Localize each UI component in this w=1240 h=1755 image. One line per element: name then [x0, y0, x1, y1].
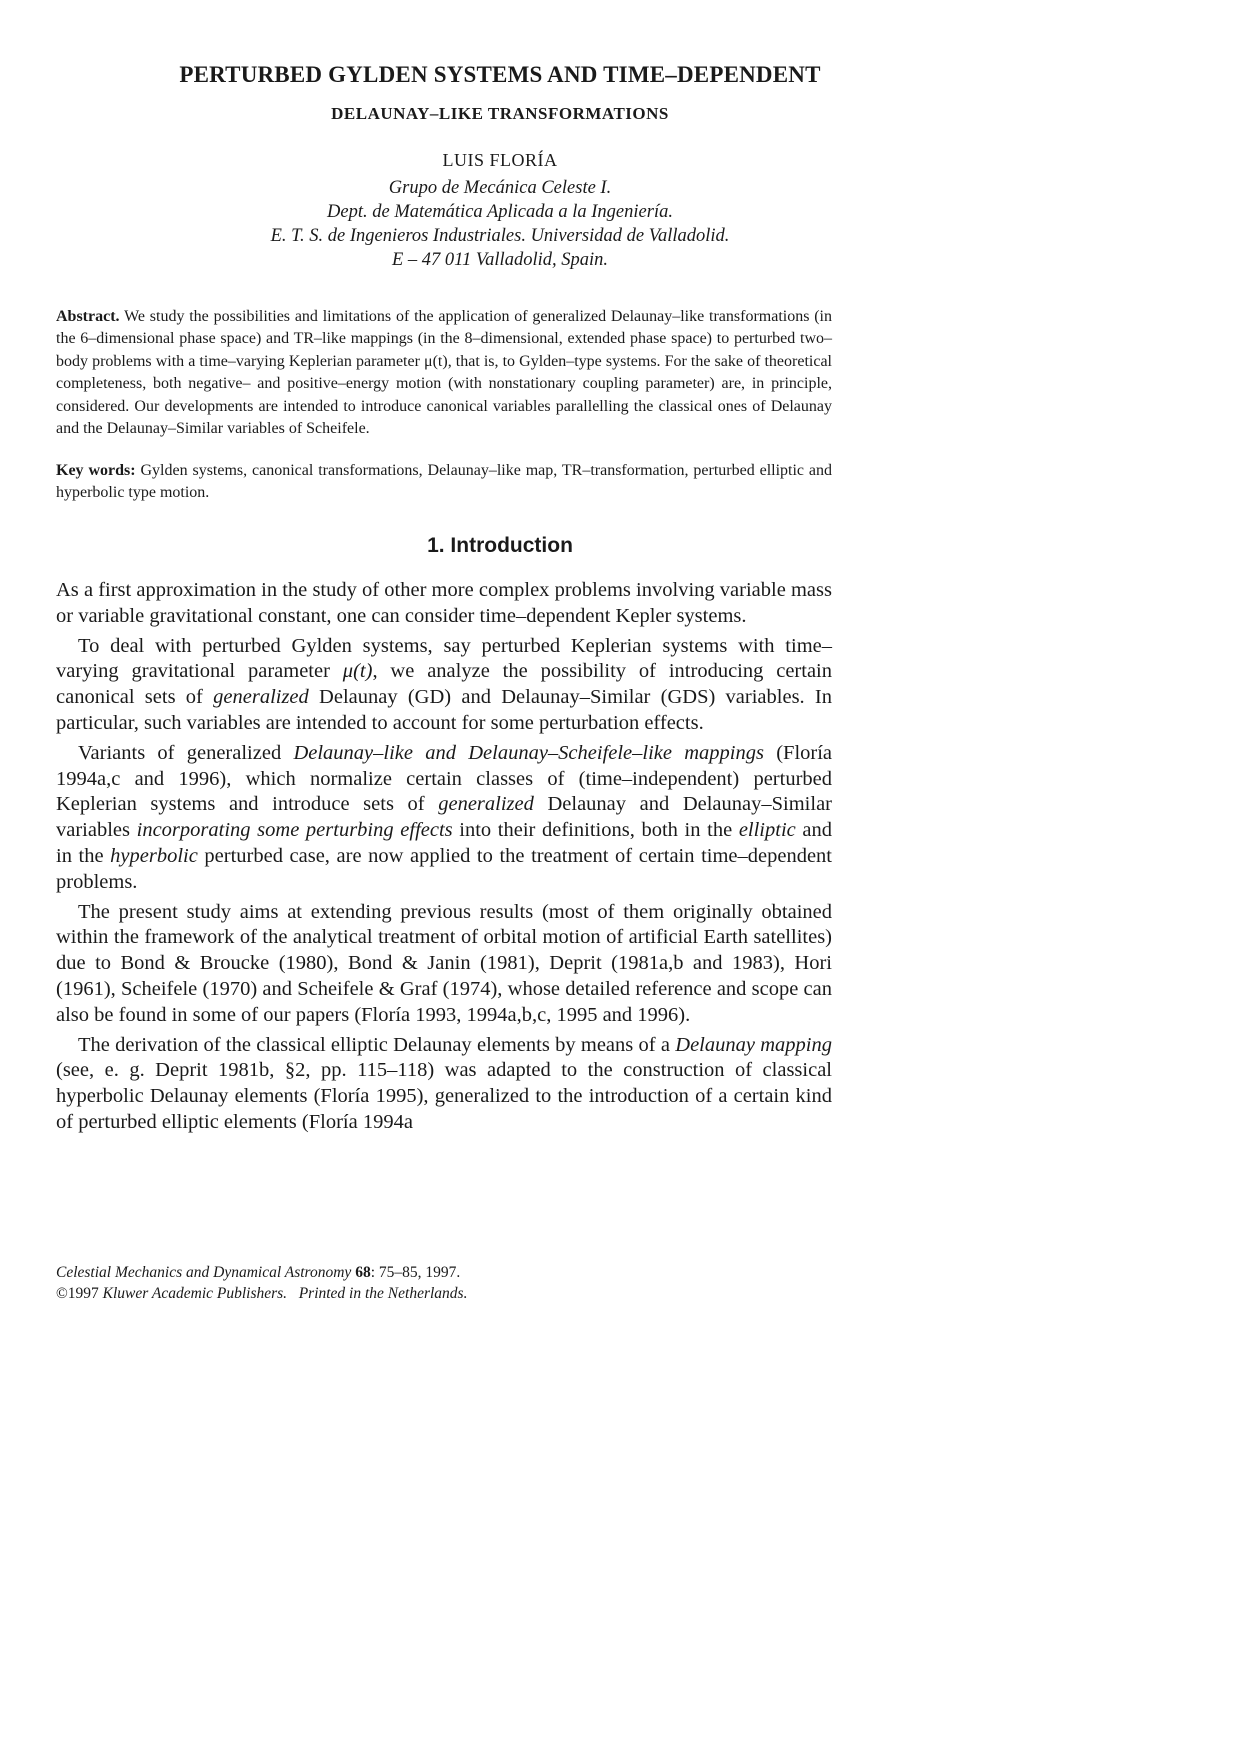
- affiliation-line: Grupo de Mecánica Celeste I.: [388, 178, 612, 198]
- affiliation-line: E. T. S. de Ingenieros Industriales. Universidad de Valladolid.: [270, 226, 730, 246]
- paragraph-text: into their definitions, both in the: [452, 819, 739, 842]
- affiliation: [0, 176, 1000, 272]
- affiliation-line: E – 47 011 Valladolid, Spain.: [391, 250, 608, 270]
- keywords: [56, 460, 832, 505]
- emphasis: elliptic: [738, 819, 796, 842]
- emphasis: generalized: [438, 793, 534, 816]
- publisher: Kluwer Academic Publishers.: [102, 1285, 288, 1302]
- paragraph: [56, 741, 832, 896]
- abstract-text: We study the possibilities and limitations of the application of generalized Delaunay–like transformations (in the 6–dimensional phase space) and TR–like mappings (in the 8–dimensional, extended phase space) to perturbed two–body problems with a time–varying Keplerian parameter μ(t), that is, to Gylden–type systems. For the sake of theoretical completeness, both negative– and positive–energy motion (with nonstationary coupling parameter) are, in principle, considered. Our developments are intended to introduce canonical variables parallelling the classical ones of Delaunay and the Delaunay–Similar variables of Scheifele.: [56, 308, 832, 438]
- affiliation-line: Dept. de Matemática Aplicada a la Ingeniería.: [327, 202, 673, 222]
- paragraph-text: Delaunay (GD) and Delaunay–Similar (GDS) variables. In particular, such variables are intended to account for some perturbation effects.: [56, 686, 833, 734]
- paragraph-text: (Floría 1994a,c and 1996), which normalize certain classes of (time–independent) perturbed Keplerian systems and introduce sets of: [56, 741, 833, 816]
- body-text: [56, 578, 832, 1140]
- printed-in: Printed in the Netherlands.: [298, 1285, 468, 1302]
- paragraph-text: , we analyze the possibility of introducing certain canonical sets of: [56, 660, 833, 709]
- paragraph-text: (see, e. g. Deprit 1981b, §2, pp. 115–118) was adapted to the construction of classical hyperbolic Delaunay elements (Floría 1995), generalized to the introduction of a certain kind of perturbed elliptic elements (Floría 1994a: [56, 1059, 832, 1133]
- paragraph-text: The present study aims at extending previous results (most of them originally obtained within the framework of the analytical treatment of orbital motion of artificial Earth satellites) due to Bond & Broucke (1980), Bond & Janin (1981), Deprit (1981a,b and 1983), Hori (1961), Scheifele (1970) and Scheifele & Graf (1974), whose detailed reference and scope can also be found in some of our papers (Floría 1993, 1994a,b,c, 1995 and 1996).: [56, 900, 832, 1026]
- paragraph-text: Variants of generalized: [78, 741, 294, 764]
- math-mu: μ(t): [342, 660, 373, 683]
- author-name: LUIS FLORÍA: [442, 150, 558, 170]
- paper-title-line1: PERTURBED GYLDEN SYSTEMS AND TIME–DEPENDENT: [179, 62, 821, 87]
- citation-line: [56, 1262, 832, 1283]
- paragraph: [56, 634, 832, 737]
- journal-volume: 68: [355, 1264, 371, 1281]
- emphasis: generalized: [213, 686, 309, 709]
- journal-pages: : 75–85, 1997.: [370, 1264, 461, 1281]
- paragraph-text: As a first approximation in the study of other more complex problems involving variable mass or variable gravitational constant, one can consider time–dependent Kepler systems.: [56, 579, 832, 627]
- emphasis: Delaunay–like and Delaunay–Scheifele–like mappings: [293, 741, 764, 764]
- paper-title-line2: DELAUNAY–LIKE TRANSFORMATIONS: [331, 104, 669, 123]
- paragraph-text: Delaunay and Delaunay–Similar variables: [56, 793, 832, 842]
- abstract-label: Abstract.: [56, 308, 120, 325]
- keywords-label: Key words:: [56, 462, 136, 479]
- copyright-mark: ©1997: [56, 1285, 99, 1302]
- paragraph-text: The derivation of the classical elliptic Delaunay elements by means of a: [78, 1033, 676, 1056]
- emphasis: Delaunay mapping: [675, 1033, 833, 1056]
- paragraph-text: perturbed case, are now applied to the treatment of certain time–dependent problems.: [56, 844, 832, 893]
- abstract: [56, 306, 832, 440]
- journal-footer: [56, 1262, 832, 1304]
- paragraph-text: To deal with perturbed Gylden systems, say perturbed Keplerian systems with time–varying gravitational parameter: [56, 634, 832, 683]
- section-heading: 1. Introduction: [427, 534, 573, 557]
- copyright-line: [56, 1283, 832, 1304]
- emphasis: incorporating some perturbing effects: [136, 819, 453, 842]
- paragraph: [56, 578, 832, 630]
- emphasis: hyperbolic: [110, 844, 198, 867]
- paragraph: [56, 900, 832, 1029]
- keywords-text: Gylden systems, canonical transformations, Delaunay–like map, TR–transformation, perturbed elliptic and hyperbolic type motion.: [56, 462, 833, 502]
- paragraph-text: and in the: [56, 819, 832, 867]
- paragraph: [56, 1033, 832, 1136]
- journal-name: Celestial Mechanics and Dynamical Astronomy: [56, 1264, 352, 1281]
